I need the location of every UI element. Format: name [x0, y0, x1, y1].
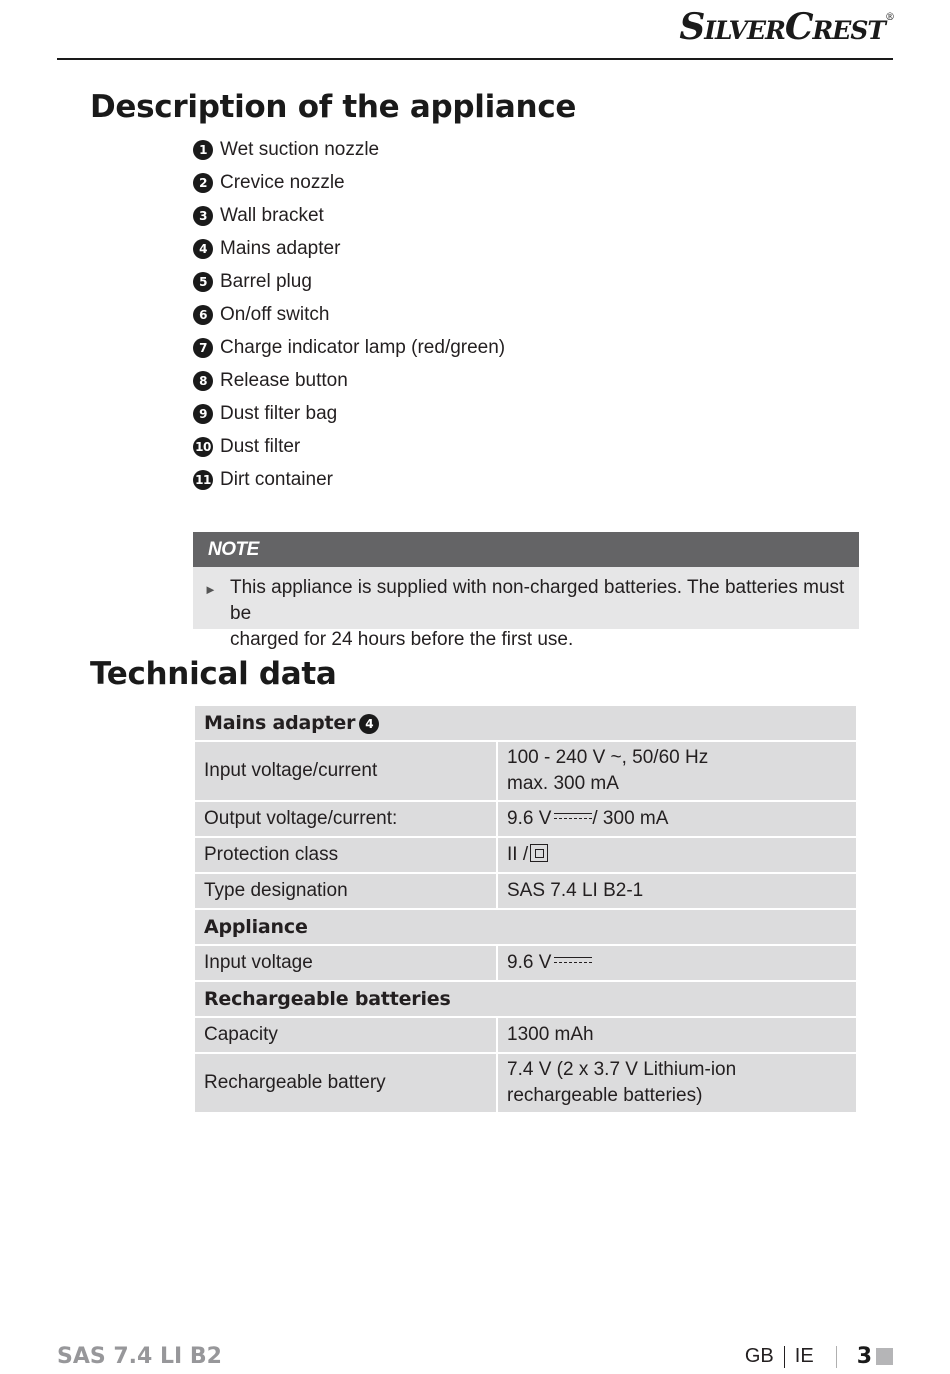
number-badge-icon: 2 [193, 173, 213, 193]
dc-symbol-icon [554, 956, 592, 966]
table-row: Output voltage/current: 9.6 V / 300 mA [195, 802, 856, 836]
note-box [193, 532, 859, 650]
number-badge-icon: 6 [193, 305, 213, 325]
number-badge-icon: 7 [193, 338, 213, 358]
footer-page-info [745, 1344, 893, 1369]
parts-list [193, 133, 505, 496]
appliance-heading: Appliance [195, 910, 856, 944]
list-item: 8 Release button [193, 364, 505, 397]
table-row: Rechargeable battery 7.4 V (2 x 3.7 V Lithium-ion rechargeable batteries) [195, 1054, 856, 1112]
brand-logo: SilverCrest® [679, 6, 894, 48]
number-badge-icon: 5 [193, 272, 213, 292]
table-row [195, 910, 856, 944]
batteries-heading: Rechargeable batteries [195, 982, 856, 1016]
number-badge-icon: 4 [359, 714, 379, 734]
protection-class-ii-icon [530, 844, 548, 862]
language-gb: GB [744, 1345, 774, 1367]
footer-model: SAS 7.4 LI B2 [57, 1344, 222, 1369]
note-body: ► This appliance is supplied with non-charged batteries. The batteries must be charged for 24 hours before the first use. [193, 567, 859, 629]
number-badge-icon: 10 [193, 437, 213, 457]
number-badge-icon: 3 [193, 206, 213, 226]
table-row [195, 706, 856, 740]
header-rule [57, 58, 893, 60]
list-item: 11 Dirt container [193, 463, 505, 496]
table-row: Input voltage 9.6 V [195, 946, 856, 980]
technical-data-title: Technical data [90, 656, 337, 692]
page-number: 3 [856, 1344, 872, 1369]
list-item: 10 Dust filter [193, 430, 505, 463]
table-row: Protection class II / [195, 838, 856, 872]
note-heading: NOTE [193, 532, 859, 567]
number-badge-icon: 1 [193, 140, 213, 160]
number-badge-icon: 4 [193, 239, 213, 259]
table-row: Capacity 1300 mAh [195, 1018, 856, 1052]
technical-data-table [193, 704, 858, 1114]
arrow-bullet-icon: ► [204, 582, 217, 597]
list-item: 7 Charge indicator lamp (red/green) [193, 331, 505, 364]
divider [784, 1346, 785, 1368]
table-row: Type designation SAS 7.4 LI B2-1 [195, 874, 856, 908]
number-badge-icon: 11 [193, 470, 213, 490]
table-row [195, 982, 856, 1016]
list-item: 2 Crevice nozzle [193, 166, 505, 199]
list-item: 1 Wet suction nozzle [193, 133, 505, 166]
list-item: 4 Mains adapter [193, 232, 505, 265]
number-badge-icon: 8 [193, 371, 213, 391]
list-item: 6 On/off switch [193, 298, 505, 331]
description-title: Description of the appliance [90, 89, 577, 125]
mains-adapter-heading: Mains adapter 4 [195, 706, 856, 740]
dc-symbol-icon [554, 812, 592, 822]
divider [836, 1346, 837, 1368]
page-marker-icon [876, 1348, 893, 1365]
list-item: 3 Wall bracket [193, 199, 505, 232]
list-item: 5 Barrel plug [193, 265, 505, 298]
number-badge-icon: 9 [193, 404, 213, 424]
list-item: 9 Dust filter bag [193, 397, 505, 430]
language-ie: IE [794, 1345, 814, 1367]
table-row: Input voltage/current 100 - 240 V ~, 50/60 Hz max. 300 mA [195, 742, 856, 800]
